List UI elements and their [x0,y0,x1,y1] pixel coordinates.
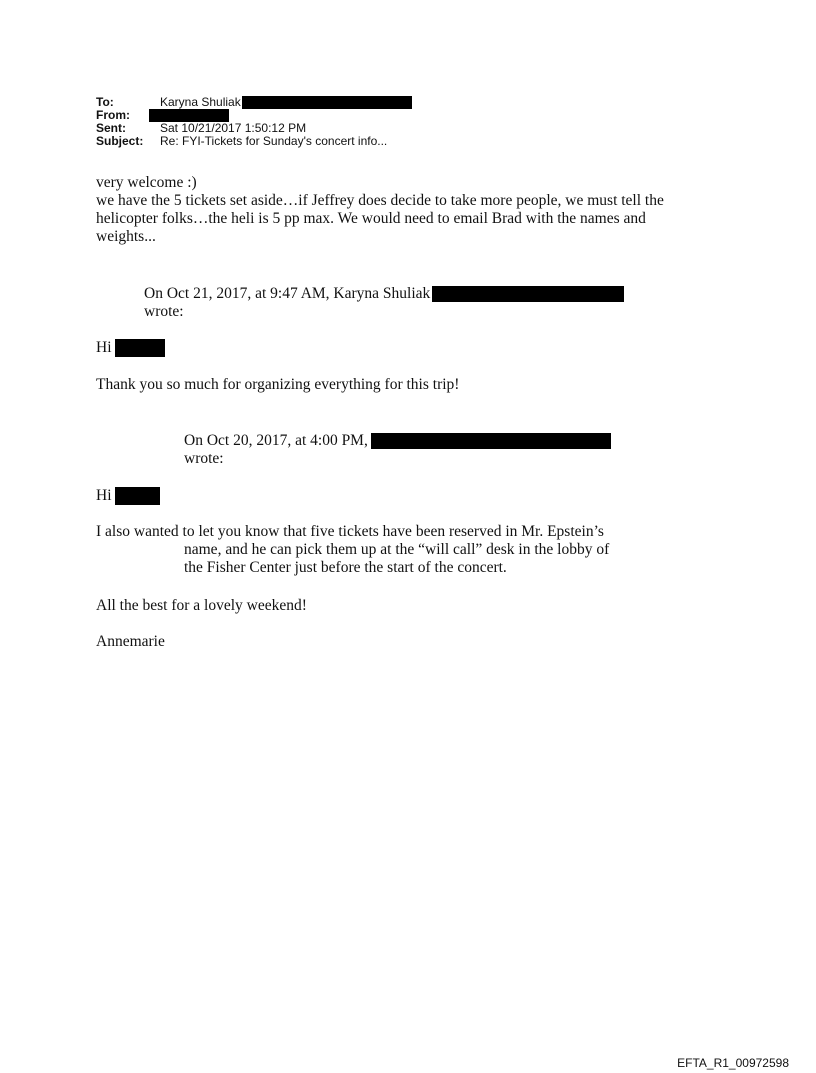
to-value: Karyna Shuliak [160,95,241,109]
quote2-line: I also wanted to let you know that five tickets have been reserved in Mr. Epstein’s [96,523,604,540]
quote2-greeting: Hi [96,487,160,505]
quote2-signature: Annemarie [96,633,165,650]
subject-value: Re: FYI-Tickets for Sunday's concert info... [160,134,388,148]
redaction-block [432,286,624,302]
reply-line: very welcome :) [96,174,197,191]
reply-line: we have the 5 tickets set aside…if Jeffrey does decide to take more people, we must tell the [96,192,664,209]
quote2-closing: All the best for a lovely weekend! [96,597,307,614]
quote1-intro: On Oct 21, 2017, at 9:47 AM, Karyna Shuliak [144,285,431,302]
reply-body [96,174,664,246]
quote2-wrote: wrote: [184,450,224,467]
quote2-line: name, and he can pick them up at the “will call” desk in the lobby of [184,541,610,558]
reply-line: weights... [96,228,156,245]
subject-label: Subject: [96,134,144,148]
quote2-intro: On Oct 20, 2017, at 4:00 PM, [184,432,368,449]
redaction-block [115,339,165,357]
quote2-line: the Fisher Center just before the start of the concert. [184,559,507,576]
quote1-body: Thank you so much for organizing everything for this trip! [96,376,460,393]
redaction-block [242,96,412,109]
quote1-attribution [144,285,624,321]
quote2-body [96,523,609,577]
document-id: EFTA_R1_00972598 [677,1056,789,1070]
redaction-block [371,433,611,449]
quote1-greeting: Hi [96,339,165,357]
redaction-block [115,487,160,505]
quote2-attribution [184,432,611,468]
to-label: To: [96,95,114,109]
quote1-wrote: wrote: [144,303,184,320]
sent-value: Sat 10/21/2017 1:50:12 PM [160,121,307,135]
sent-label: Sent: [96,121,126,135]
reply-line: helicopter folks…the heli is 5 pp max. We would need to email Brad with the names and [96,210,646,227]
from-label: From: [96,108,130,122]
